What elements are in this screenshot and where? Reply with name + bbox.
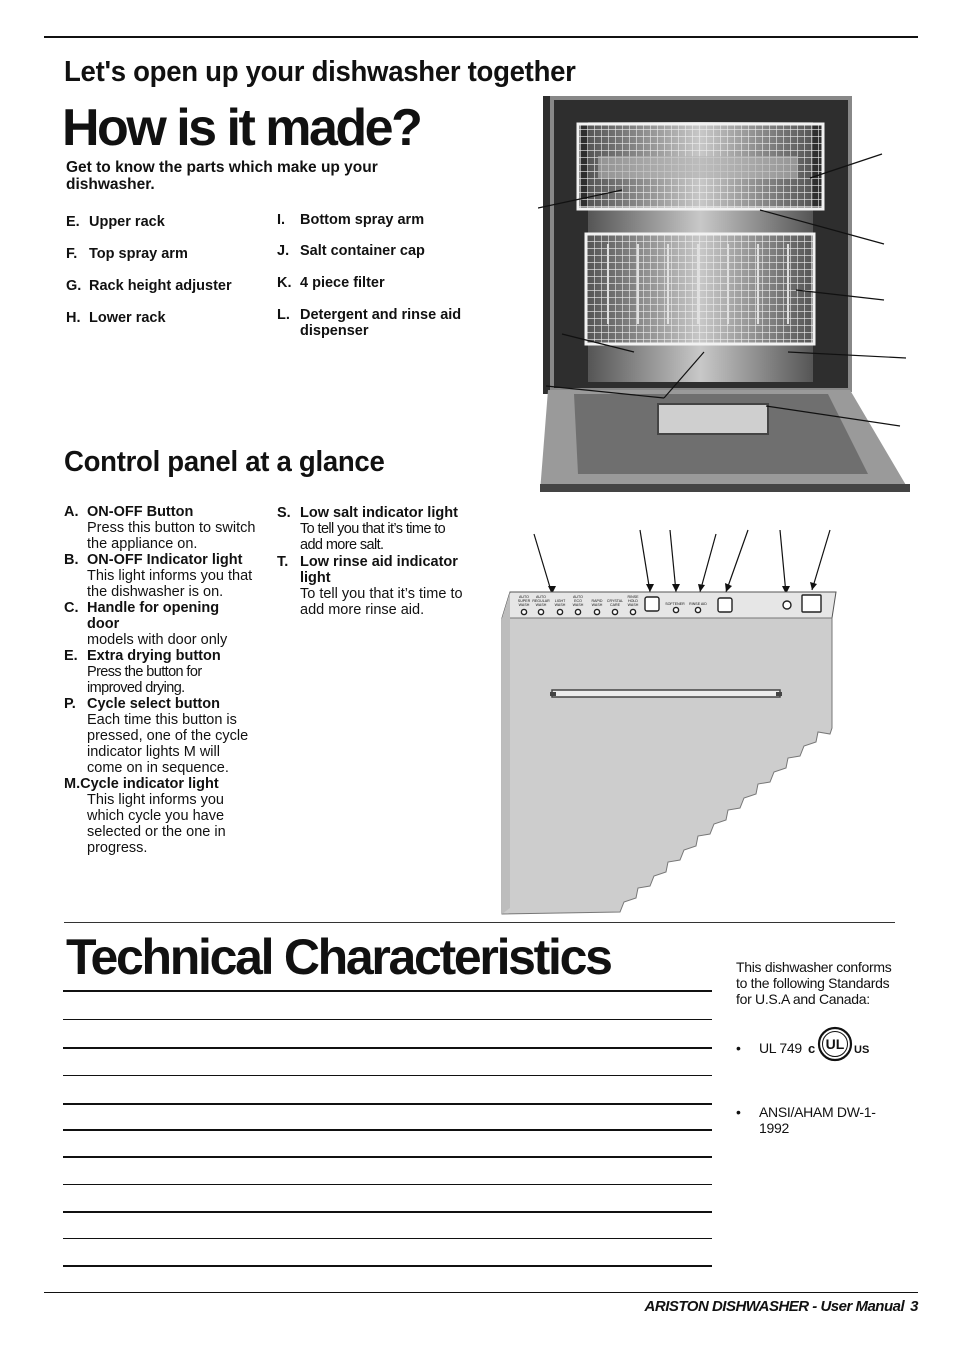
item-heading: Low salt indicator light (300, 505, 458, 521)
panel-label-softener: SOFTENER (665, 602, 685, 606)
part-item (277, 243, 475, 259)
item-heading: Cycle indicator light (80, 776, 219, 792)
control-item-b (64, 552, 264, 600)
panel-label-crystal: CRYSTAL CARE (606, 599, 624, 607)
part-letter: G. (66, 278, 82, 294)
panel-label-auto-eco: AUTO ECO WASH (572, 595, 584, 607)
spec-line (63, 1019, 712, 1020)
part-item (277, 307, 475, 339)
control-panel-title: Control panel at a glance (64, 446, 385, 478)
spec-line (63, 990, 712, 992)
item-desc: This light informs you that the dishwasher is on. (87, 568, 253, 600)
ul-mark-c: c (808, 1041, 816, 1056)
item-desc: models with door only (87, 632, 228, 648)
footer-text: ARISTON DISHWASHER - User Manual (644, 1298, 905, 1315)
item-heading: ON-OFF Button (87, 504, 194, 520)
spec-line (63, 1184, 712, 1185)
item-letter: P. (64, 696, 76, 712)
item-letter: B. (64, 552, 79, 568)
spec-line (63, 1075, 712, 1076)
control-item-p (64, 696, 264, 776)
part-letter: K. (277, 275, 292, 291)
page-number: 3 (910, 1298, 918, 1315)
section-rule (64, 922, 895, 923)
item-letter: A. (64, 504, 79, 520)
part-letter: L. (277, 307, 290, 323)
intro-text: Get to know the parts which make up your dishwasher. (66, 159, 378, 193)
item-heading: ON-OFF Indicator light (87, 552, 243, 568)
bullet: • (736, 1040, 741, 1056)
part-text: Salt container cap (300, 243, 425, 259)
part-text: Rack height adjuster (89, 278, 232, 294)
part-item (277, 212, 475, 228)
part-letter: H. (66, 310, 81, 326)
item-heading: Extra drying button (87, 648, 221, 664)
control-item-c (64, 600, 264, 648)
spec-line (63, 1238, 712, 1239)
control-item-s (277, 505, 472, 553)
panel-label-auto-regular: AUTO REGULAR WASH (532, 595, 550, 607)
item-desc: This light informs you which cycle you have selected or the one in progress. (87, 792, 226, 856)
item-desc: Press this button to switch the appliance on. (87, 520, 256, 552)
panel-label-rinse-aid: RINSE AID (689, 602, 707, 606)
item-letter: C. (64, 600, 79, 616)
technical-title: Technical Characteristics (66, 929, 611, 985)
part-item (277, 275, 475, 291)
dishwasher-photo (538, 94, 912, 496)
part-text: Detergent and rinse aid dispenser (300, 307, 462, 339)
part-text: Bottom spray arm (300, 212, 425, 228)
panel-label-rapid: RAPID WASH (591, 599, 603, 607)
control-item-t (277, 554, 472, 618)
part-letter: J. (277, 243, 290, 259)
item-desc: Press the button for improved drying. (87, 664, 202, 696)
item-desc: To tell you that it’s time to add more rinse aid. (300, 586, 463, 618)
top-rule (44, 36, 918, 38)
panel-label-auto-super: AUTO SUPER WASH (517, 595, 531, 607)
ul-mark-us: US (854, 1044, 870, 1056)
item-letter: E. (64, 648, 78, 664)
control-panel-illustration (500, 528, 840, 916)
part-letter: F. (66, 246, 78, 262)
part-item (66, 310, 264, 326)
footer (645, 1298, 918, 1315)
control-item-e (64, 648, 264, 696)
standards-intro: This dishwasher conforms to the following Standards for U.S.A and Canada: (736, 959, 892, 1007)
part-text: 4 piece filter (300, 275, 385, 291)
part-text: Lower rack (89, 310, 166, 326)
bottom-rule (44, 1292, 918, 1293)
section-kicker: Let's open up your dishwasher together (64, 56, 576, 88)
spec-line (63, 1211, 712, 1213)
part-letter: E. (66, 214, 80, 230)
item-desc: To tell you that it’s time to add more salt. (300, 521, 446, 553)
spec-line (63, 1156, 712, 1158)
panel-label-light: LIGHT WASH (554, 599, 566, 607)
part-item (66, 214, 264, 230)
item-letter: S. (277, 505, 291, 521)
part-item (66, 246, 264, 262)
part-letter: I. (277, 212, 286, 228)
item-heading: Cycle select button (87, 696, 220, 712)
part-text: Top spray arm (89, 246, 188, 262)
item-desc: Each time this button is pressed, one of the cycle indicator lights M will come on in sequence. (87, 712, 249, 776)
ul-mark-ul: UL (825, 1036, 845, 1052)
standard-text: ANSI/AHAM DW-1-1992 (759, 1104, 876, 1136)
control-item-m (64, 776, 264, 856)
item-letter: M. (64, 776, 81, 792)
spec-line (63, 1265, 712, 1267)
standard-item-ul (736, 1040, 802, 1056)
bullet: • (736, 1104, 741, 1120)
item-heading: Low rinse aid indicator light (300, 554, 458, 586)
panel-label-rinse-hold: RINSE HOLD WASH (627, 595, 639, 607)
page-title: How is it made? (62, 99, 421, 157)
standard-item-ansi (736, 1104, 896, 1136)
spec-line (63, 1103, 712, 1105)
control-item-a (64, 504, 264, 552)
spec-line (63, 1047, 712, 1049)
item-heading: Handle for opening door (87, 600, 220, 632)
item-letter: T. (277, 554, 289, 570)
standard-text: UL 749 (759, 1040, 802, 1056)
part-item (66, 278, 264, 294)
ul-listed-mark-icon (806, 1024, 876, 1064)
spec-line (63, 1129, 712, 1131)
part-text: Upper rack (89, 214, 165, 230)
